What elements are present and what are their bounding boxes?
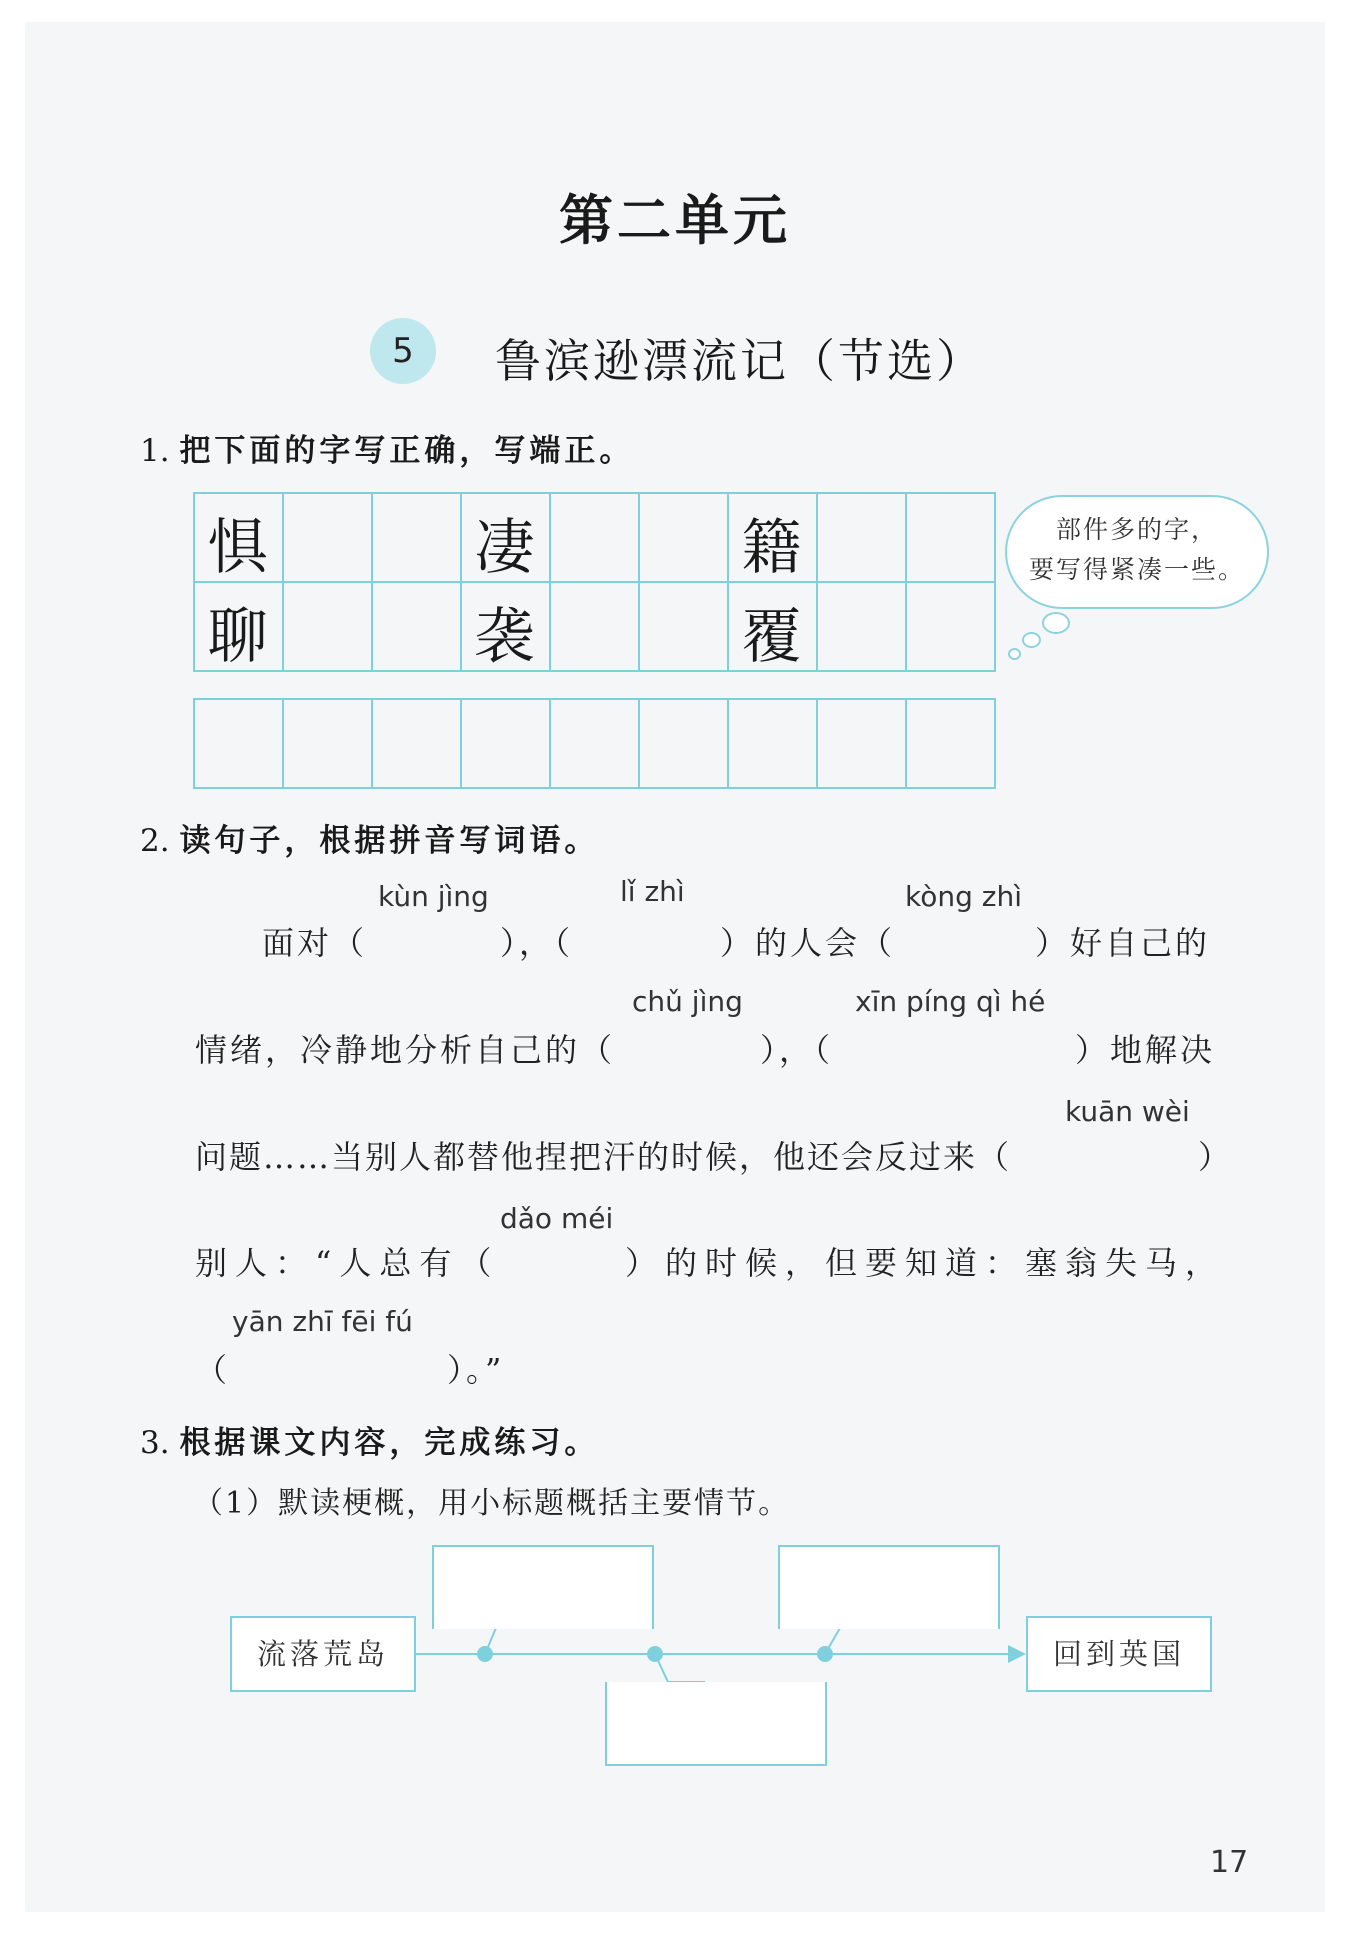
question-1-number: 1. [140, 433, 170, 469]
lesson-number-badge: 5 [370, 318, 436, 384]
question-3-number: 3. [140, 1425, 170, 1461]
sentence-seg-5: 情绪，冷静地分析自己的（ [195, 1031, 616, 1069]
tip-line-2: 要写得紧凑一些。 [1028, 555, 1245, 584]
tip-line-1: 部件多的字， [1055, 515, 1218, 544]
sentence-seg-3: ）的人会（ [720, 924, 896, 962]
answer-box-3[interactable] [778, 1545, 1000, 1629]
model-character: 凄 [474, 513, 535, 583]
model-character: 惧 [207, 513, 268, 583]
answer-box-2[interactable] [605, 1682, 827, 1766]
sentence-seg-8: 问题……当别人都替他捏把汗的时候，他还会反过来（ [195, 1138, 1012, 1176]
callout-2-pointer [655, 1654, 705, 1682]
timeline-dot-1 [477, 1646, 493, 1662]
unit-title: 第二单元 [559, 188, 791, 252]
start-label: 流落荒岛 [256, 1637, 389, 1671]
sentence-seg-11: ）的时候，但要知道：塞翁失马， [625, 1244, 1226, 1282]
model-character: 聊 [207, 602, 268, 672]
start-box [230, 1616, 416, 1692]
sentence-seg-9: ） [1198, 1138, 1234, 1176]
answer-box-1[interactable] [432, 1545, 654, 1629]
sentence-seg-2: ），（ [500, 924, 574, 962]
question-1-text: 把下面的字写正确，写端正。 [179, 433, 635, 469]
arrow-head [1008, 1645, 1026, 1663]
sentence-seg-12: （ [195, 1351, 231, 1389]
sentence-seg-4: ）好自己的 [1035, 924, 1211, 962]
end-box [1026, 1616, 1212, 1692]
model-character: 籍 [741, 513, 802, 583]
model-character: 袭 [474, 602, 535, 672]
sentence-seg-6: ），（ [760, 1031, 834, 1069]
question-2-number: 2. [140, 823, 170, 859]
sentence-seg-1: 面对（ [262, 924, 368, 962]
callout-3-pointer [825, 1628, 873, 1654]
lesson-title: 鲁滨逊漂流记（节选） [495, 334, 985, 388]
question-3-text: 根据课文内容，完成练习。 [179, 1425, 600, 1461]
question-2-text: 读句子，根据拼音写词语。 [179, 823, 600, 859]
sentence-seg-7: ）地解决 [1075, 1031, 1216, 1069]
timeline-dot-2 [647, 1646, 663, 1662]
sentence-seg-10: 别人：“人总有（ [195, 1244, 500, 1282]
page-number: 17 [1210, 1845, 1249, 1880]
pinyin-7: dǎo méi [500, 1202, 614, 1235]
pinyin-4: chǔ jìng [632, 985, 743, 1018]
pinyin-6: kuān wèi [1065, 1095, 1190, 1128]
pinyin-3: kòng zhì [905, 880, 1022, 913]
timeline-dot-3 [817, 1646, 833, 1662]
sentence-seg-13: ）。” [447, 1351, 505, 1389]
pinyin-1: kùn jìng [378, 880, 489, 913]
end-label: 回到英国 [1052, 1637, 1185, 1671]
question-3-sub: （1）默读梗概，用小标题概括主要情节。 [193, 1486, 791, 1521]
pinyin-8: yān zhī fēi fú [232, 1305, 413, 1338]
model-character: 覆 [741, 602, 802, 672]
pinyin-2: lǐ zhì [620, 875, 685, 908]
pinyin-5: xīn píng qì hé [855, 985, 1046, 1018]
